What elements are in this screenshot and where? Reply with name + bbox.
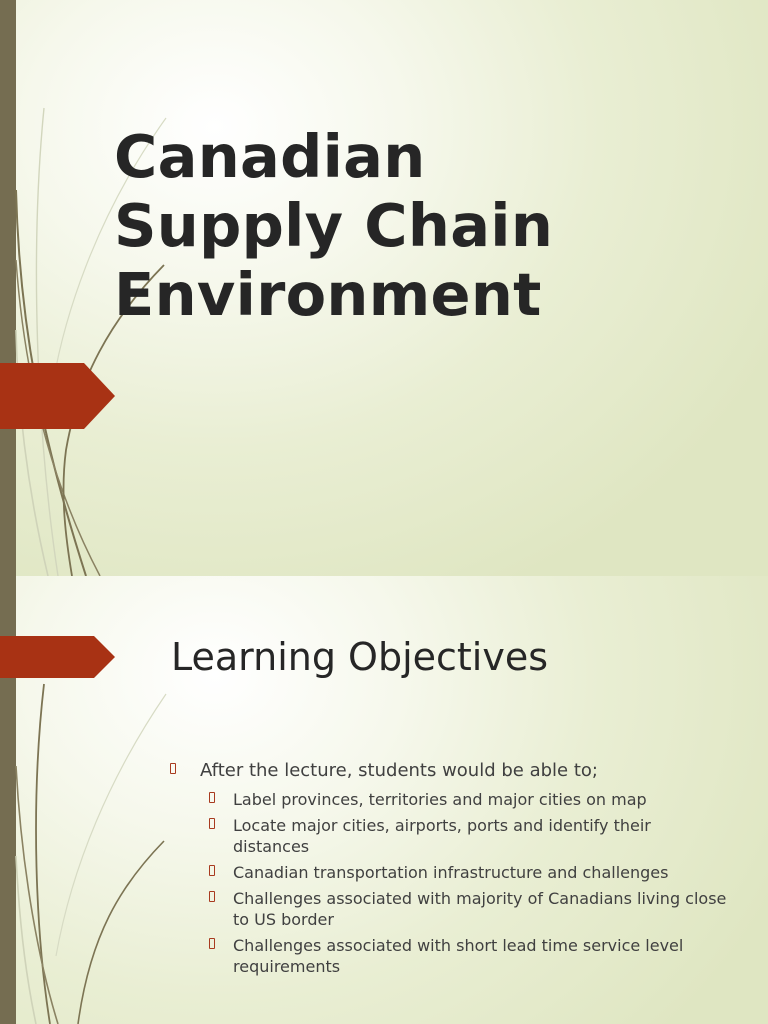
list-item — [170, 888, 730, 930]
square-outline-bullet-icon — [209, 865, 215, 876]
list-item — [170, 789, 730, 810]
list-item-text: Challenges associated with majority of Canadians living close to US border — [233, 889, 727, 929]
list-item-text: After the lecture, students would be able to; — [200, 760, 598, 781]
list-item — [170, 862, 730, 883]
square-outline-bullet-icon — [209, 938, 215, 949]
slide-title-line: Environment — [114, 260, 542, 329]
list-item — [170, 815, 730, 857]
objectives-list — [170, 758, 730, 977]
list-item-text: Challenges associated with short lead time service level requirements — [233, 936, 684, 976]
accent-tab-icon — [0, 363, 116, 429]
list-item-text: Locate major cities, airports, ports and identify their distances — [233, 816, 651, 856]
square-outline-bullet-icon — [209, 818, 215, 829]
accent-tab-shape — [0, 363, 115, 429]
accent-tab-icon — [0, 636, 116, 678]
list-item-text: Canadian transportation infrastructure and challenges — [233, 863, 669, 882]
square-outline-bullet-icon — [209, 792, 215, 803]
slide-title: Learning Objectives — [171, 635, 549, 679]
slide-title-line: Canadian — [114, 122, 426, 191]
accent-tab-shape — [0, 636, 115, 678]
slide-title-line: Supply Chain — [114, 191, 554, 260]
square-outline-bullet-icon — [209, 891, 215, 902]
square-outline-bullet-icon — [170, 763, 176, 774]
slide-title — [114, 122, 553, 329]
list-item — [170, 758, 730, 784]
list-item — [170, 935, 730, 977]
list-item-text: Label provinces, territories and major cities on map — [233, 790, 647, 809]
